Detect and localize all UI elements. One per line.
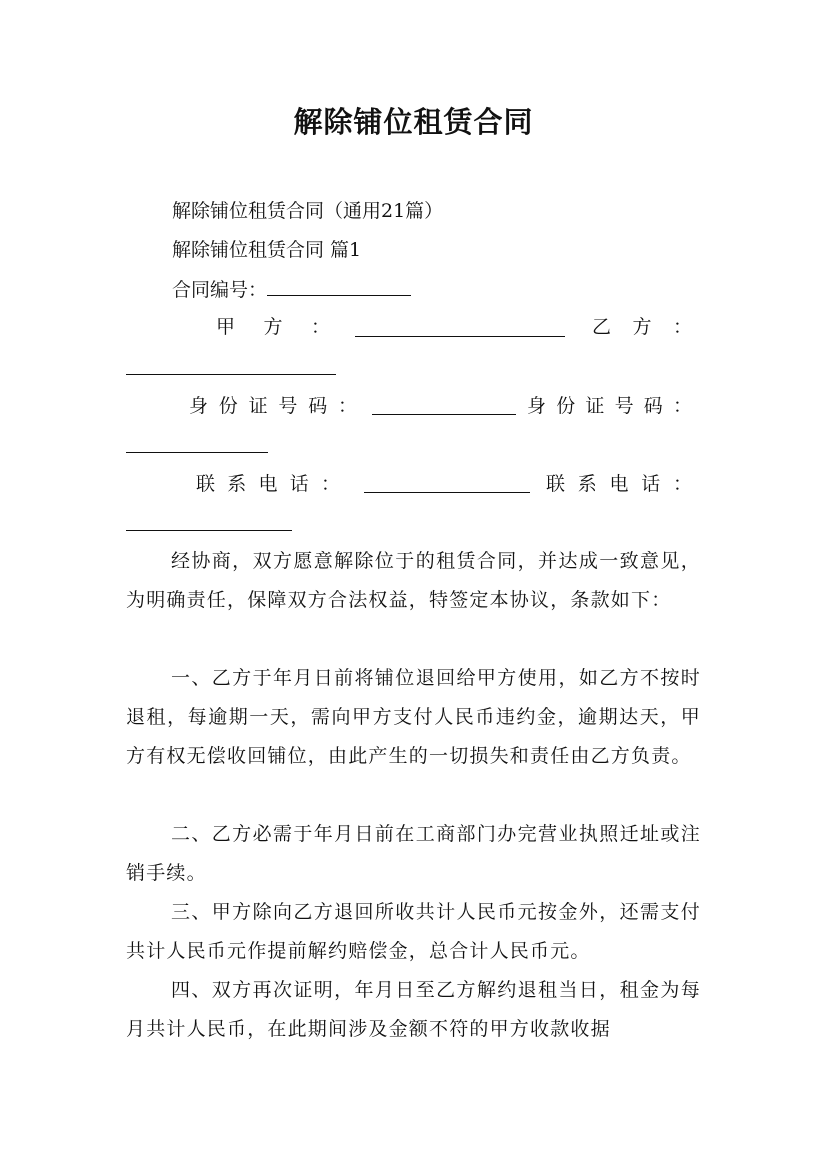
phone-a-blank bbox=[364, 474, 530, 493]
chapter-heading: 解除铺位租赁合同 篇1 bbox=[172, 239, 362, 261]
paragraph-clause-4: 四、双方再次证明，年月日至乙方解约退租当日，租金为每月共计人民币，在此期间涉及金额不符的甲方收款收据 bbox=[126, 979, 701, 1040]
id-a-blank bbox=[372, 396, 516, 415]
phone-label-a: 联 系 电 话 ： bbox=[196, 473, 340, 495]
contract-number-row bbox=[172, 277, 411, 303]
phone-b-blank bbox=[126, 512, 292, 531]
paragraph-intro: 经协商，双方愿意解除位于的租赁合同，并达成一致意见，为明确责任，保障双方合法权益，特签定本协议，条款如下： bbox=[126, 550, 701, 611]
phone-label-b: 联 系 电 话 ： bbox=[546, 473, 692, 495]
contract-number-blank bbox=[267, 277, 411, 296]
document-title: 解除铺位租赁合同 bbox=[293, 105, 534, 139]
paragraph-clause-2: 二、乙方必需于年月日前在工商部门办完营业执照迁址或注销手续。 bbox=[126, 823, 701, 884]
id-label-b: 身 份 证 号 码 ： bbox=[527, 395, 692, 417]
id-label-a: 身 份 证 号 码 ： bbox=[189, 395, 357, 417]
party-a-blank bbox=[355, 318, 565, 337]
id-b-blank bbox=[126, 434, 268, 453]
paragraph-clause-3: 三、甲方除向乙方退回所收共计人民币元按金外，还需支付共计人民币元作提前解约赔偿金，总合计人民币元。 bbox=[126, 901, 701, 962]
party-a-label: 甲 方 ： bbox=[216, 316, 330, 338]
contract-number-label: 合同编号： bbox=[172, 279, 268, 301]
party-b-blank bbox=[126, 356, 336, 375]
document-subtitle: 解除铺位租赁合同（通用21篇） bbox=[172, 200, 444, 222]
paragraph-clause-1: 一、乙方于年月日前将铺位退回给甲方使用，如乙方不按时退租，每逾期一天，需向甲方支付人民币违约金，逾期达天，甲方有权无偿收回铺位，由此产生的一切损失和责任由乙方负责。 bbox=[126, 667, 701, 767]
party-b-label: 乙 方 ： bbox=[592, 316, 692, 338]
